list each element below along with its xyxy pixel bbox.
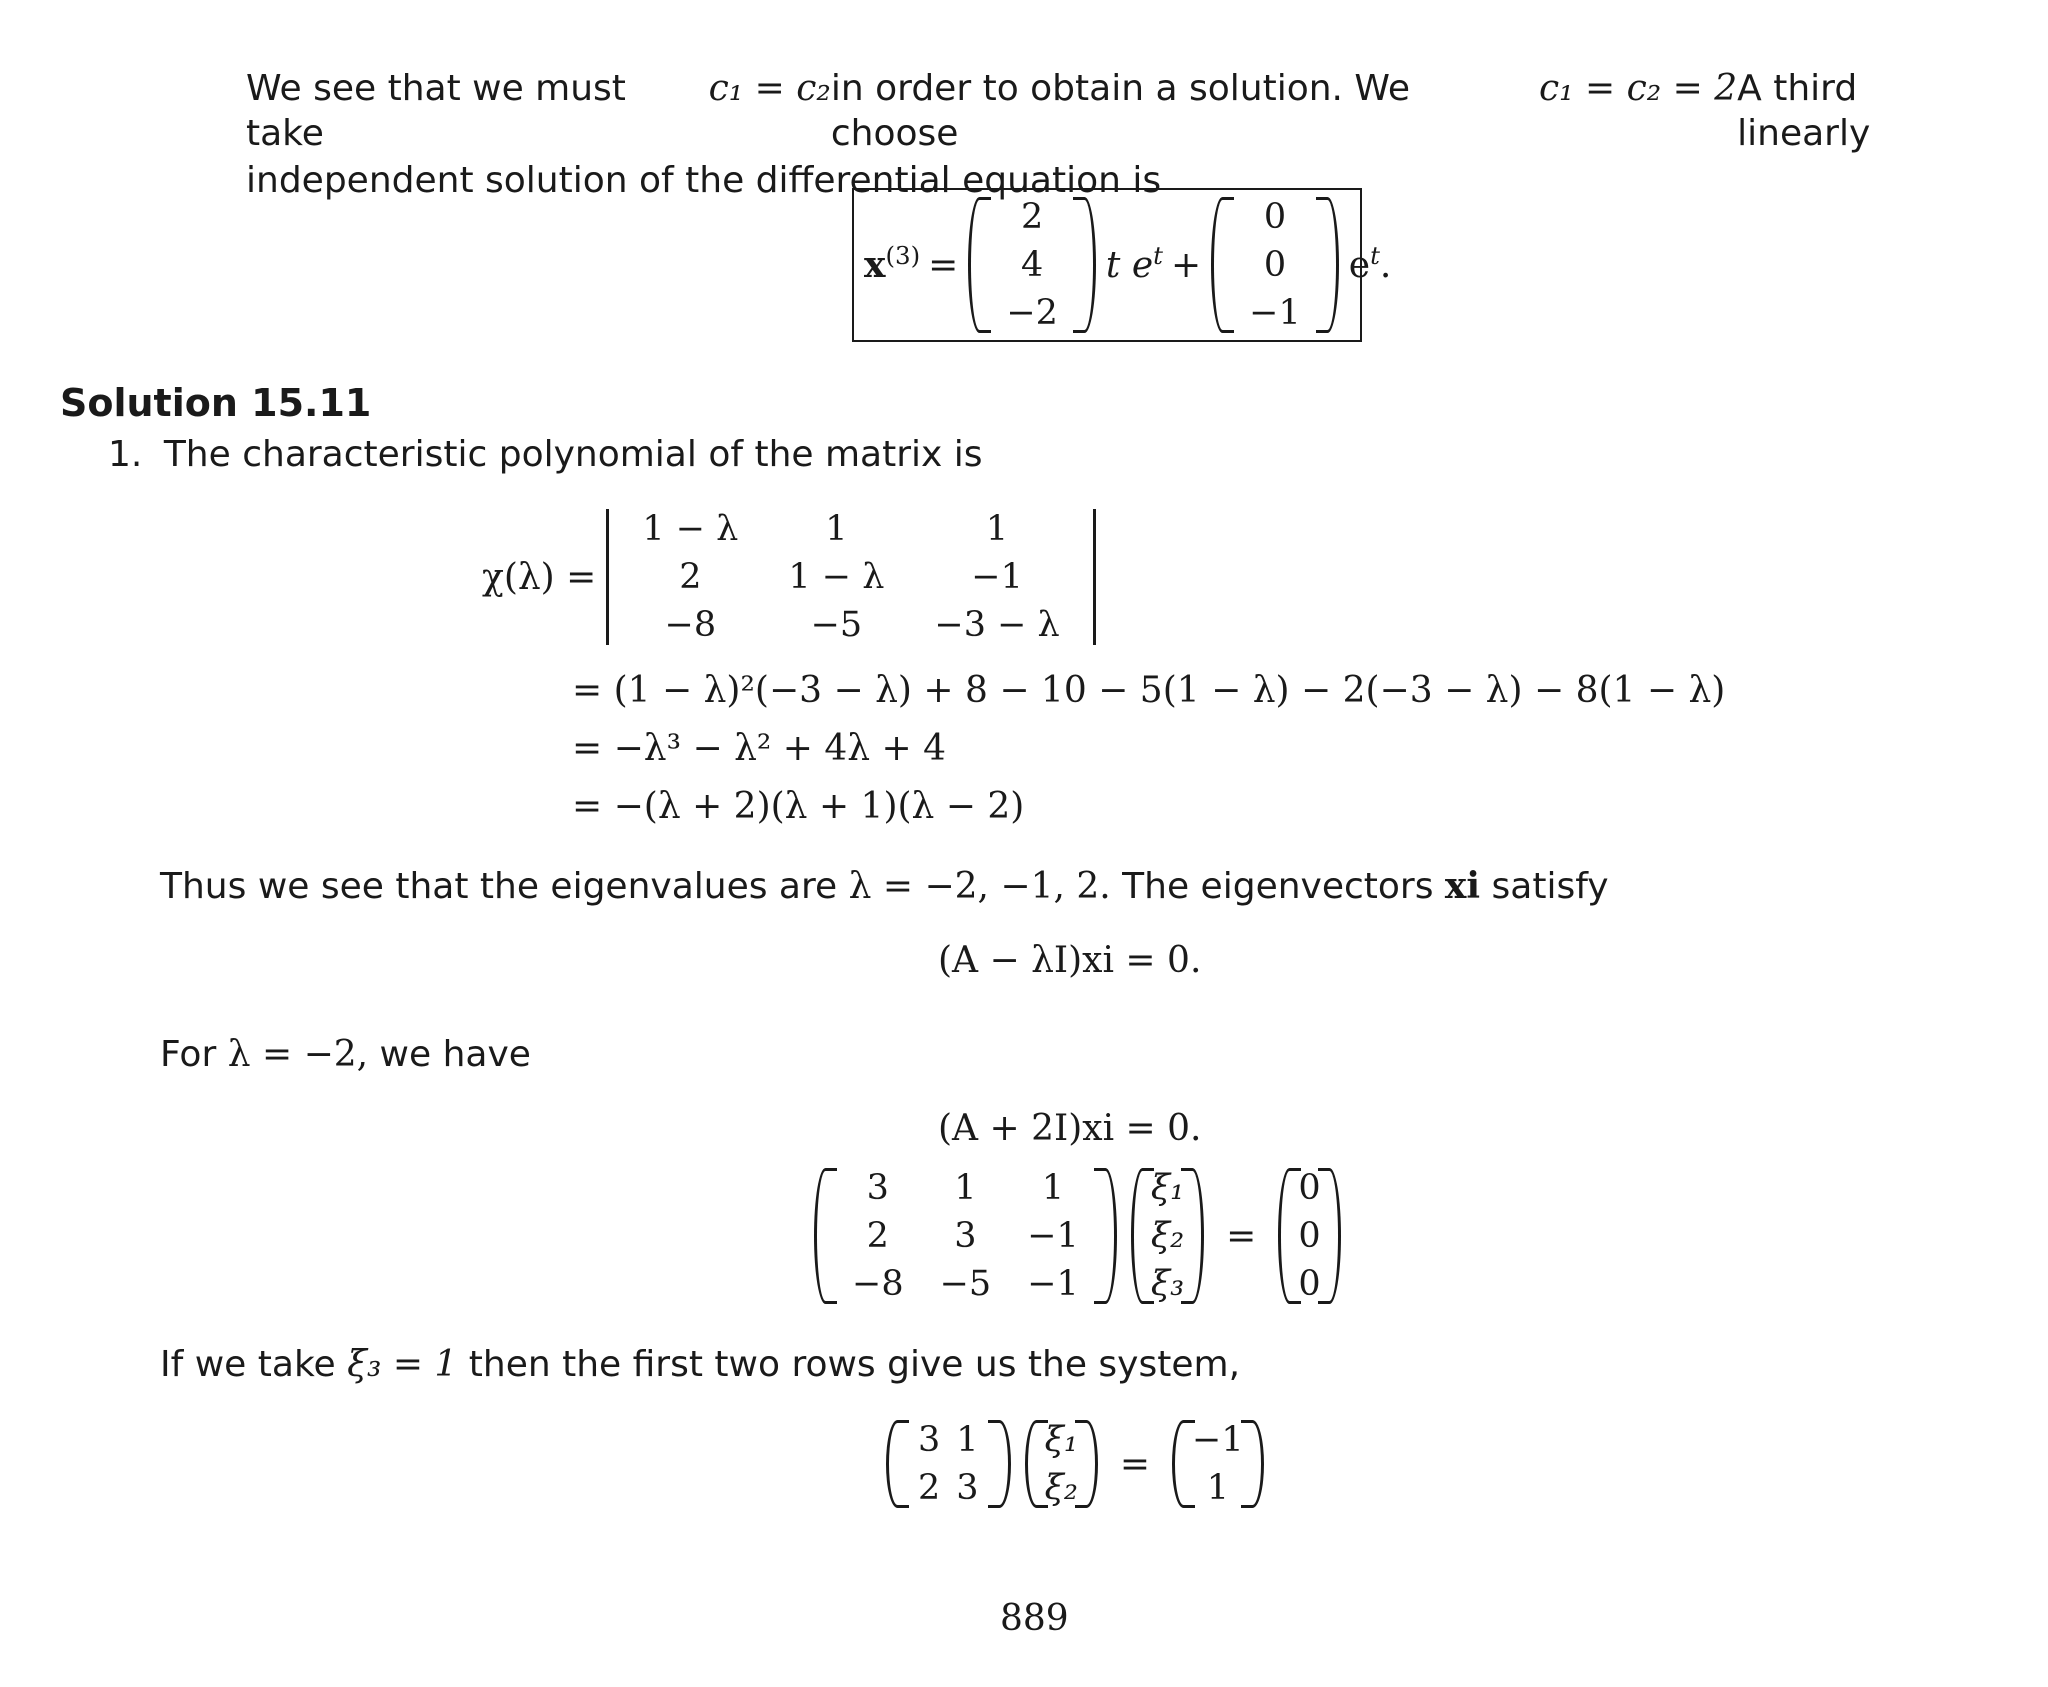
intro-paragraph	[246, 66, 1998, 203]
eigen-equation: (A − λI)xi = 0.	[938, 940, 1202, 981]
x3-label: $x^{(3)}$	[864, 241, 921, 286]
page-number: 889	[1000, 1598, 1069, 1639]
for-text-b: we have	[368, 1034, 531, 1075]
system3-equals: =	[1226, 1215, 1257, 1257]
shifted-equation: (A + 2I)xi = 0.	[938, 1108, 1202, 1149]
boxed-solution	[852, 188, 1392, 342]
plus-sign: +	[1170, 244, 1202, 286]
eigenvalues: λ = −2, −1, 2.	[848, 866, 1111, 907]
item-text: The characteristic polynomial of the matrix is	[163, 434, 983, 475]
e-term: $e^t$.	[1348, 240, 1392, 286]
coefficient-matrix-2x2: 3 1 2 3	[884, 1416, 1013, 1512]
xi3-value: ξ₃ = 1	[347, 1344, 458, 1385]
chi-label: χ(λ) =	[482, 556, 597, 598]
vector-2: 0 0 −1	[1209, 193, 1341, 337]
item-1	[108, 432, 983, 477]
boxed-equals: =	[928, 244, 959, 286]
char-poly-line-3: = −λ³ − λ² + 4λ + 4	[572, 728, 947, 769]
unknowns-vector-2: ξ₁ ξ₂	[1023, 1416, 1100, 1512]
c1-c2-equality: c₁ = c₂	[708, 68, 831, 109]
eigen-paragraph	[160, 864, 1609, 909]
lambda-value: λ = −2,	[227, 1034, 369, 1075]
system-3x3	[812, 1164, 1343, 1308]
system-2x2	[884, 1416, 1266, 1512]
unknowns-vector: ξ₁ ξ₂ ξ₃	[1129, 1164, 1206, 1308]
for-text-a: For	[160, 1034, 228, 1075]
char-poly-determinant	[482, 505, 1100, 649]
for-lambda-text	[160, 1032, 531, 1077]
eigen-text-c: satisfy	[1480, 866, 1609, 907]
coefficient-matrix: 3 1 1 2 3 −1 −8 −5 −1	[812, 1164, 1119, 1308]
determinant: 1 − λ 1 1 2 1 − λ −1 −8 −5 −3 − λ	[602, 505, 1099, 649]
eigen-text-a: Thus we see that the eigenvalues are	[160, 866, 849, 907]
vector-1: 2 4 −2	[966, 193, 1098, 337]
intro-line-2: independent solution of the differential equation is	[246, 160, 1162, 201]
rhs-vector-2: −1 1	[1170, 1416, 1266, 1512]
zero-vector: 0 0 0	[1276, 1164, 1342, 1308]
char-poly-line-4: = −(λ + 2)(λ + 1)(λ − 2)	[572, 786, 1025, 827]
take-text-b: then the first two rows give us the system,	[457, 1344, 1241, 1385]
eigen-text-b: The eigenvectors	[1110, 866, 1445, 907]
solution-heading: Solution 15.11	[60, 381, 372, 425]
intro-text-a: We see that we must take	[246, 68, 626, 154]
intro-text-c: A third linearly	[1737, 68, 1871, 154]
intro-text-b: in order to obtain a solution. We choose	[830, 68, 1411, 154]
item-number: 1.	[108, 434, 143, 475]
take-xi3-text	[160, 1342, 1240, 1387]
system2-equals: =	[1119, 1443, 1151, 1485]
take-text-a: If we take	[160, 1344, 348, 1385]
te-term: t $e^t$	[1105, 240, 1163, 286]
intro-line-1	[246, 66, 1998, 156]
eigenvector-symbol: xi	[1444, 865, 1481, 907]
c1-c2-value: c₁ = c₂ = 2	[1538, 68, 1738, 109]
char-poly-line-2: = (1 − λ)²(−3 − λ) + 8 − 10 − 5(1 − λ) − 2(−3 − λ) − 8(1 − λ)	[572, 670, 1726, 711]
